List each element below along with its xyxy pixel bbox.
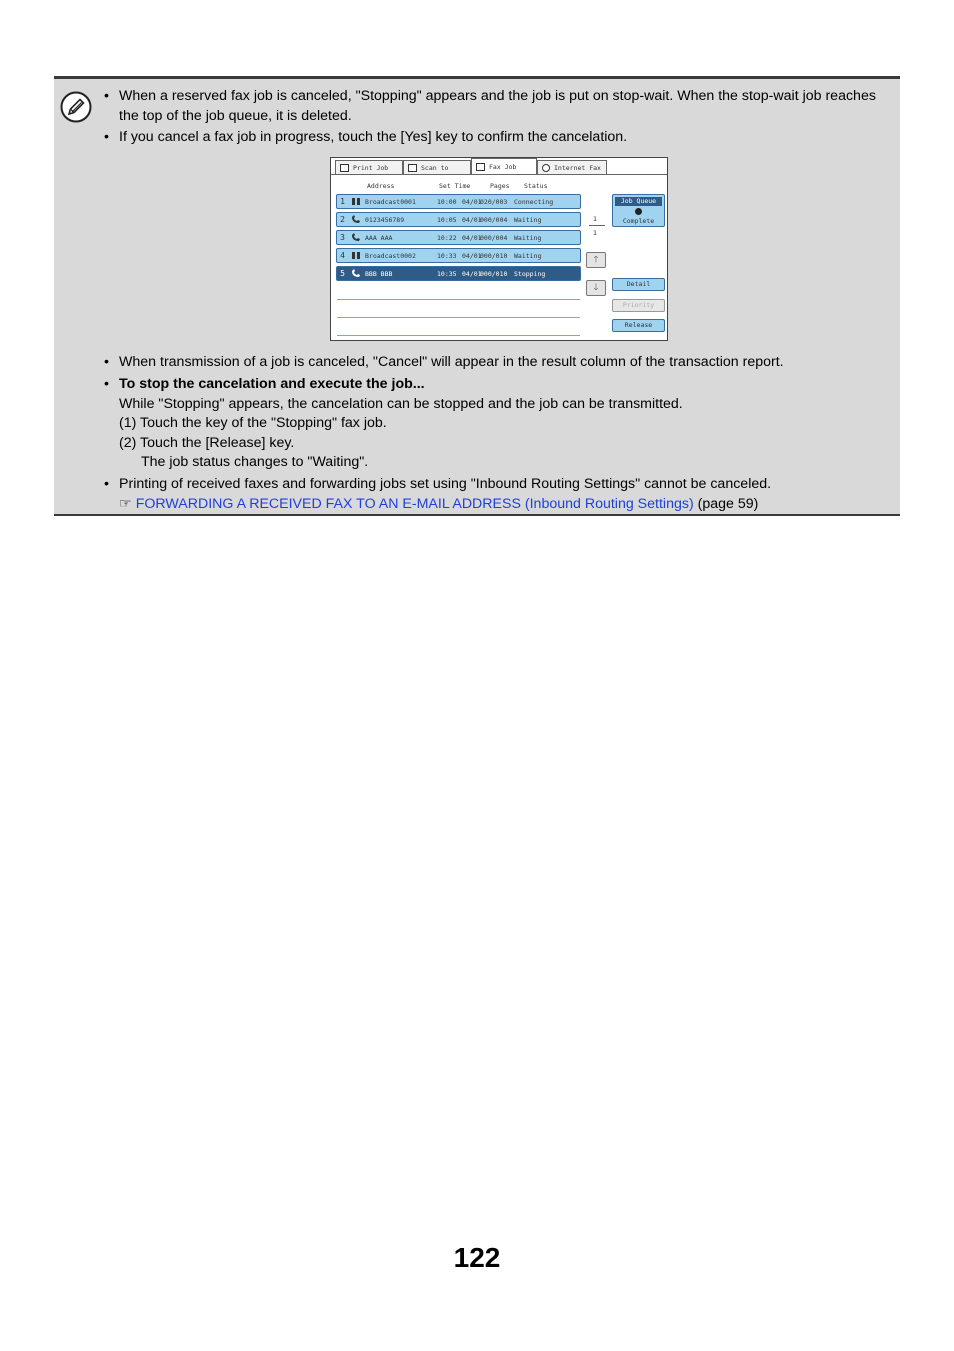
priority-button[interactable]: Priority — [612, 299, 665, 312]
note-paragraph-3: • When transmission of a job is canceled, "Cancel" will appear in the result column of the transaction report. — [104, 354, 784, 370]
job-row-2[interactable]: 2 0123456789 10:05 04/01 000/004 Waiting — [336, 212, 581, 227]
empty-row-line — [337, 317, 580, 318]
broadcast-icon — [351, 197, 361, 206]
note-subheading: To stop the cancelation and execute the job... — [119, 376, 425, 392]
note-paragraph-4: • To stop the cancelation and execute the job... While "Stopping" appears, the cancelation can be stopped and the job can be transmitted. (1) Touch the key of the "Stopping" fax job. (2) Touch the [Release] key. The job status changes to "Waiting". — [104, 375, 894, 473]
arrow-up-icon: 🡑 — [593, 255, 599, 265]
column-set-time: Set Time — [439, 182, 471, 190]
cross-reference — [119, 495, 894, 515]
job-status-panel — [330, 157, 668, 341]
note-paragraph-1: • When a reserved fax job is canceled, "Stopping" appears and the job is put on stop-wait. When the stop-wait job reaches the top of the job queue, it is deleted. — [104, 88, 876, 124]
scanner-icon — [408, 164, 417, 172]
job-row-4[interactable]: 4 Broadcast0002 10:33 04/01 000/010 Waiting — [336, 248, 581, 263]
note-box — [54, 76, 900, 516]
release-button[interactable]: Release — [612, 319, 665, 332]
job-queue-complete-toggle[interactable] — [612, 194, 665, 227]
tab-scan-to[interactable]: Scan to — [403, 160, 471, 174]
detail-button[interactable]: Detail — [612, 278, 665, 291]
page-current: 1 — [593, 215, 597, 223]
empty-row-line — [337, 299, 580, 300]
note-paragraph-2: • If you cancel a fax job in progress, touch the [Yes] key to confirm the cancelation. — [104, 129, 628, 145]
phone-icon — [351, 233, 361, 242]
complete-label: Complete — [622, 217, 655, 225]
step-1: (1) Touch the key of the "Stopping" fax job. — [119, 415, 387, 431]
tab-fax-job[interactable]: Fax Job — [471, 158, 537, 174]
page-divider — [589, 225, 605, 226]
phone-icon — [351, 269, 361, 278]
tab-divider — [331, 174, 667, 175]
inbound-routing-link[interactable]: FORWARDING A RECEIVED FAX TO AN E-MAIL ADDRESS (Inbound Routing Settings) — [135, 495, 694, 512]
column-pages: Pages — [490, 182, 510, 190]
empty-row-line — [337, 335, 580, 336]
fax-icon — [476, 163, 485, 171]
page-number: 122 — [453, 1242, 501, 1273]
printer-icon — [340, 164, 349, 172]
globe-icon — [542, 164, 550, 172]
reference-page: (page 59) — [697, 495, 759, 512]
step-2: (2) Touch the [Release] key. — [119, 434, 295, 451]
broadcast-icon — [351, 251, 361, 260]
toggle-icon — [635, 208, 642, 215]
scroll-down-button[interactable] — [586, 280, 606, 296]
column-address: Address — [367, 182, 395, 190]
job-queue-label: Job Queue — [615, 197, 662, 206]
scroll-up-button[interactable] — [586, 252, 606, 268]
job-row-5-selected[interactable]: 5 BBB BBB 10:35 04/01 000/010 Stopping — [336, 266, 581, 281]
arrow-down-icon: 🡓 — [593, 283, 599, 293]
phone-icon — [351, 215, 361, 224]
pointing-hand-icon: ☞ — [119, 495, 132, 512]
job-row-1[interactable]: 1 Broadcast0001 10:00 04/01 020/003 Connecting — [336, 194, 581, 209]
pencil-note-icon — [60, 91, 92, 123]
column-status: Status — [524, 182, 548, 190]
tab-print-job[interactable]: Print Job — [335, 160, 403, 174]
note-paragraph-5: • Printing of received faxes and forwarding jobs set using "Inbound Routing Settings" cannot be canceled. ☞ FORWARDING A RECEIVED FAX TO AN E-MAIL ADDRESS (Inbound Routing Settings) (page 59) — [104, 475, 894, 514]
job-row-3[interactable]: 3 AAA AAA 10:22 04/01 000/004 Waiting — [336, 230, 581, 245]
tab-internet-fax[interactable]: Internet Fax — [537, 160, 607, 174]
page-total: 1 — [593, 229, 597, 237]
